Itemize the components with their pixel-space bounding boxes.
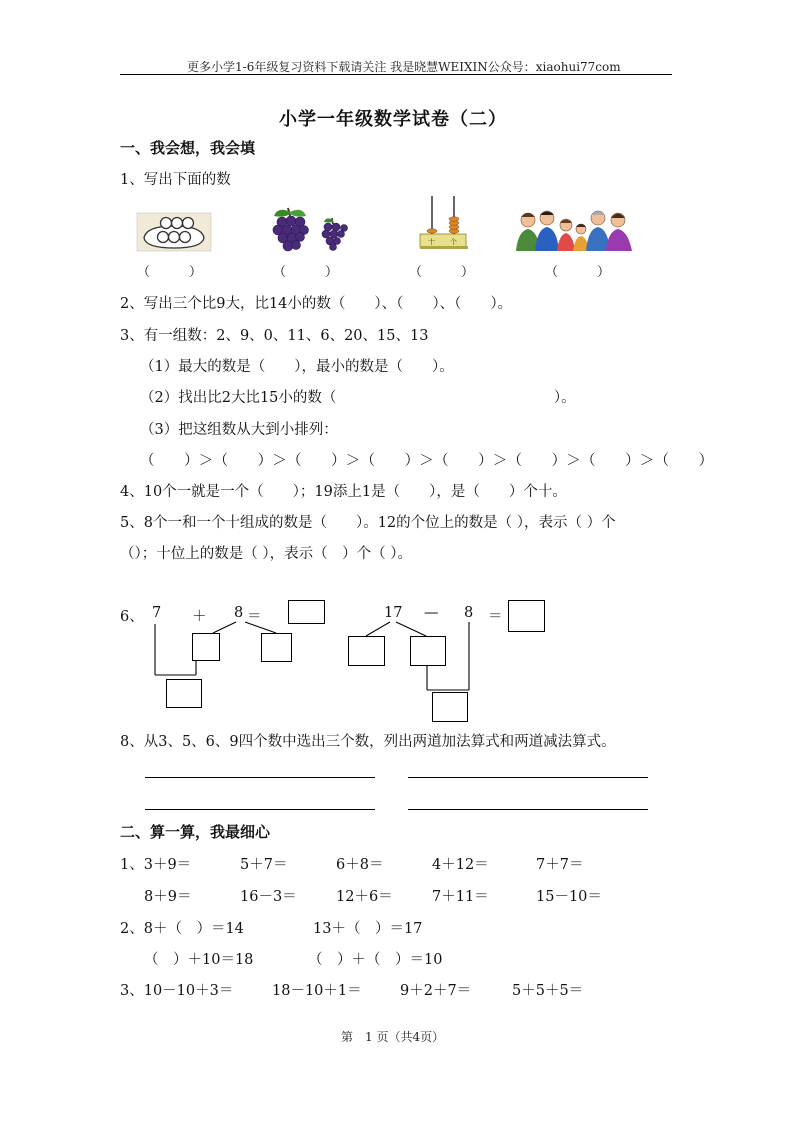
calc-3-4: 5＋5＋5＝	[512, 983, 584, 999]
page-title: 小学一年级数学试卷（二）	[279, 109, 507, 130]
section-1-heading: 一、我会想，我会填	[120, 139, 256, 157]
question-6-number: 6、	[120, 609, 144, 625]
calc-1-9: 7＋11＝	[432, 889, 489, 905]
calc-1-10: 15－10＝	[536, 889, 602, 905]
question-5-line-2: （）；十位上的数是（ ），表示（ ）个（ ）。	[120, 546, 412, 562]
equals-sign-2: ＝	[488, 609, 503, 625]
answer-blank-2[interactable]: （ ）	[273, 265, 339, 280]
minus-sign: —	[424, 605, 439, 621]
question-3-part-3: （3）把这组数从大到小排列：	[140, 422, 338, 438]
question-3-part-1: （1）最大的数是（ ），最小的数是（ ）。	[140, 359, 454, 375]
addition-answer-line-2[interactable]	[408, 777, 648, 778]
calc-3-2: 18－10＋1＝	[272, 983, 362, 999]
answer-blank-1[interactable]: （ ）	[137, 265, 203, 280]
question-5-line-1: 5、8个一和一个十组成的数是（ ）。12的个位上的数是（ ），表示（ ）个	[120, 515, 616, 531]
svg-text:十: 十	[428, 238, 435, 246]
calc-3-1: 3、10－10＋3＝	[120, 983, 234, 999]
addend-a: 7	[152, 605, 162, 621]
calc-1-3: 6＋8＝	[336, 857, 384, 873]
split-box-right-1[interactable]	[348, 636, 385, 666]
question-4: 4、10个一就是一个（ ）；19添上1是（ ），是（ ）个十。	[120, 484, 567, 500]
calc-1-7: 16－3＝	[240, 889, 297, 905]
section-2-heading: 二、算一算，我最细心	[120, 823, 271, 841]
calc-1-6: 8＋9＝	[144, 889, 192, 905]
calc-1-5: 7＋7＝	[536, 857, 584, 873]
subtraction-answer-line-2[interactable]	[408, 809, 648, 810]
bracket-result-box-right[interactable]	[432, 692, 468, 722]
calc-2-2: 13＋（ ）＝17	[313, 921, 423, 937]
subtraction-answer-line-1[interactable]	[145, 809, 375, 810]
question-3-ordering: （ ）＞（ ）＞（ ）＞（ ）＞（ ）＞（ ）＞（ ）＞（ ）	[140, 453, 714, 469]
calc-2-3: （ ）＋10＝18	[144, 952, 254, 968]
calc-1-4: 4＋12＝	[432, 857, 489, 873]
calc-2-4: （ ）＋（ ）＝10	[308, 952, 443, 968]
calc-1-2: 5＋7＝	[240, 857, 288, 873]
addend-b: 8	[234, 605, 244, 621]
calc-3-3: 9＋2＋7＝	[400, 983, 472, 999]
plus-sign: ＋	[192, 609, 207, 625]
svg-text:个: 个	[450, 238, 457, 246]
split-box-left-1[interactable]	[192, 633, 220, 661]
answer-blank-3[interactable]: （ ）	[409, 265, 475, 280]
minuend: 17	[384, 605, 403, 621]
question-3-text: 3、有一组数：2、9、0、11、6、20、15、13	[120, 328, 429, 344]
question-1-text: 1、写出下面的数	[120, 172, 231, 188]
question-3-part-2: （2）找出比2大比15小的数（ ）。	[140, 390, 576, 406]
calc-1-8: 12＋6＝	[336, 889, 393, 905]
subtrahend: 8	[464, 605, 474, 621]
question-8: 8、从3、5、6、9四个数中选出三个数，列出两道加法算式和两道减法算式。	[120, 734, 616, 750]
calc-2-1: 2、8＋（ ）＝14	[120, 921, 244, 937]
question-2: 2、写出三个比9大，比14小的数（ ）、（ ）、（ ）。	[120, 296, 513, 312]
equals-sign-1: ＝	[247, 609, 262, 625]
addition-answer-line-1[interactable]	[145, 777, 375, 778]
calc-1-1: 1、3＋9＝	[120, 857, 192, 873]
answer-blank-4[interactable]: （ ）	[545, 265, 611, 280]
bracket-result-box-left[interactable]	[166, 679, 202, 708]
split-box-right-2[interactable]	[410, 636, 446, 666]
page-header: 更多小学1-6年级复习资料下载请关注 我是晓慧WEIXIN公众号：xiaohui77com	[187, 60, 621, 74]
split-box-left-2[interactable]	[261, 633, 292, 662]
page-footer: 第 1 页（共4页）	[341, 1030, 445, 1044]
